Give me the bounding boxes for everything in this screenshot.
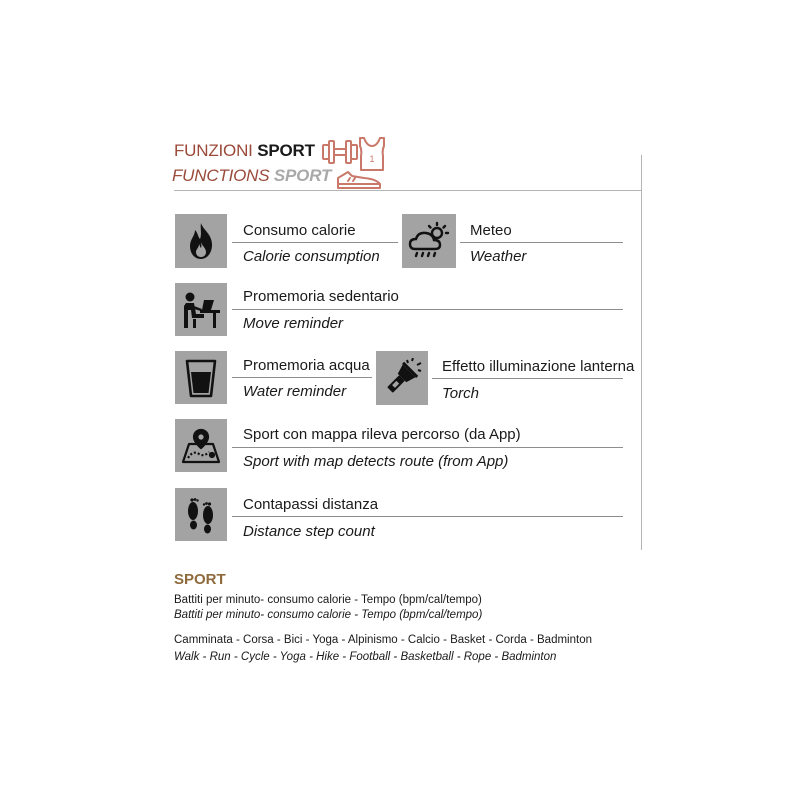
feature-torch-en: Torch (442, 385, 479, 402)
feature-weather-it: Meteo (470, 222, 512, 239)
feature-weather-en: Weather (470, 248, 527, 265)
right-border-line (641, 155, 642, 550)
feature-step-count-en: Distance step count (243, 523, 375, 540)
desk-worker-icon (180, 290, 222, 330)
feature-weather-separator (460, 242, 623, 243)
feature-tile-water-reminder (175, 351, 227, 404)
footprints-icon (183, 495, 219, 535)
feature-move-reminder-separator (232, 309, 623, 310)
feature-water-reminder-it: Promemoria acqua (243, 357, 370, 374)
sport-logo-number: 1 (369, 154, 375, 164)
feature-water-reminder-separator (232, 377, 372, 378)
feature-tile-map-route (175, 419, 227, 472)
flashlight-icon (382, 358, 422, 398)
header-english-word1: FUNCTIONS (172, 166, 270, 185)
feature-torch-separator (432, 378, 623, 379)
feature-torch-it: Effetto illuminazione lanterna (442, 358, 635, 375)
header-english (172, 166, 331, 186)
feature-calorie-en: Calorie consumption (243, 248, 380, 265)
sport-line2-en: Walk - Run - Cycle - Yoga - Hike - Football - Basketball - Rope - Badminton (174, 651, 557, 663)
feature-calorie-it: Consumo calorie (243, 222, 356, 239)
weather-icon (407, 221, 451, 261)
sport-section-title: SPORT (174, 571, 226, 588)
feature-tile-move-reminder (175, 283, 227, 336)
sport-line1-en: Battiti per minuto- consumo calorie - Tempo (bpm/cal/tempo) (174, 609, 483, 621)
feature-step-count-separator (232, 516, 623, 517)
feature-move-reminder-en: Move reminder (243, 315, 344, 332)
feature-map-route-it: Sport con mappa rileva percorso (da App) (243, 426, 521, 443)
feature-calorie-separator (232, 242, 398, 243)
feature-map-route-separator (232, 447, 623, 448)
sport-logo-icon (320, 132, 392, 194)
header-italian-word1: FUNZIONI (174, 141, 253, 160)
map-route-icon (179, 426, 223, 466)
header-english-word2: SPORT (273, 166, 332, 185)
feature-water-reminder-en: Water reminder (243, 383, 347, 400)
water-glass-icon (185, 358, 217, 398)
feature-tile-calorie (175, 214, 227, 268)
feature-move-reminder-it: Promemoria sedentario (243, 288, 399, 305)
feature-step-count-it: Contapassi distanza (243, 496, 379, 513)
header-italian-word2: SPORT (257, 141, 315, 160)
feature-map-route-en: Sport with map detects route (from App) (243, 453, 509, 470)
header-divider (174, 190, 642, 191)
flame-icon (186, 222, 216, 260)
feature-tile-torch (376, 351, 428, 405)
feature-tile-step-count (175, 488, 227, 541)
header-italian (174, 141, 315, 161)
sport-line1-it: Battiti per minuto- consumo calorie - Tempo (bpm/cal/tempo) (174, 594, 482, 606)
sport-line2-it: Camminata - Corsa - Bici - Yoga - Alpinismo - Calcio - Basket - Corda - Badminton (174, 634, 592, 646)
feature-tile-weather (402, 214, 456, 268)
